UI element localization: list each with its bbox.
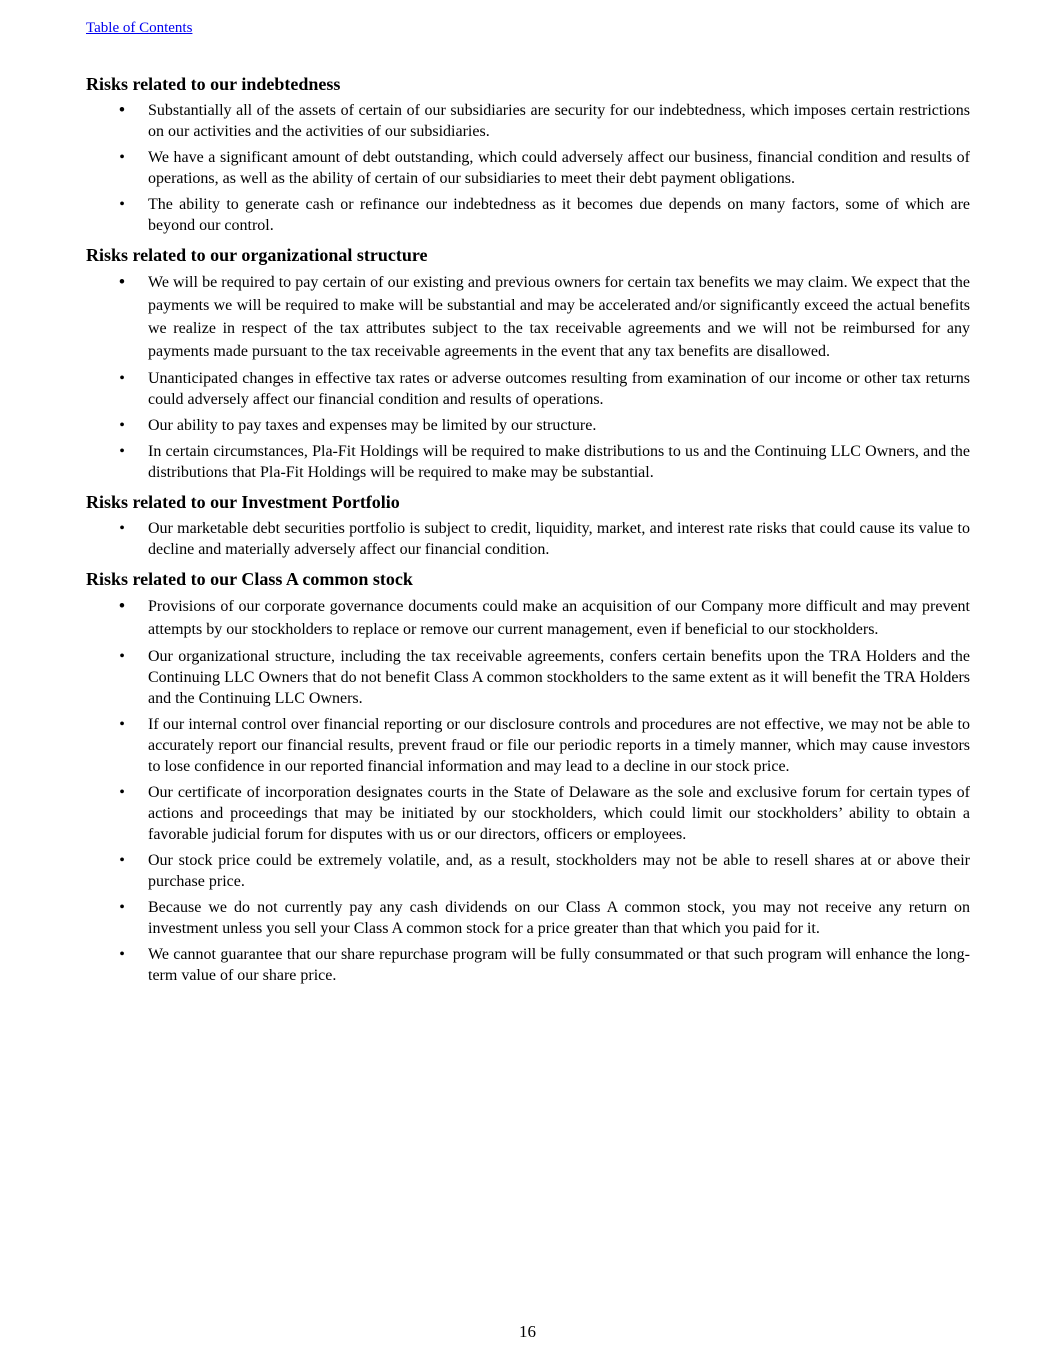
- list-item-text: Our ability to pay taxes and expenses may be limited by our structure.: [148, 417, 597, 434]
- risk-list: [86, 100, 970, 236]
- bullet-icon: •: [119, 784, 125, 801]
- list-item: [86, 441, 970, 483]
- bullet-icon: •: [119, 520, 125, 537]
- list-item-text: Our certificate of incorporation designates courts in the State of Delaware as the sole and exclusive forum for certain types of actions and proceedings that may be initiated by our stockholders, which could limit our stockholders’ ability to obtain a favorable judicial forum for disputes with us or our directors, officers or employees.: [148, 784, 970, 843]
- list-item-text: We cannot guarantee that our share repurchase program will be fully consummated or that such program will enhance the long-term value of our share price.: [148, 946, 970, 984]
- list-item: [86, 271, 970, 363]
- bullet-icon: •: [119, 370, 125, 387]
- bullet-icon: •: [118, 100, 126, 121]
- list-item: [86, 368, 970, 410]
- list-item: [86, 518, 970, 560]
- section-indebtedness: [86, 73, 970, 236]
- list-item: [86, 850, 970, 892]
- list-item: [86, 100, 970, 142]
- bullet-icon: •: [118, 272, 126, 293]
- list-item: [86, 415, 970, 436]
- list-item-text: In certain circumstances, Pla-Fit Holdings will be required to make distributions to us and the Continuing LLC Owners, and the distributions that Pla-Fit Holdings will be required to make may be substantial.: [148, 443, 970, 481]
- section-investment-portfolio: [86, 491, 970, 560]
- list-item: [86, 194, 970, 236]
- page-number: 16: [519, 1322, 536, 1341]
- bullet-icon: •: [119, 899, 125, 916]
- list-item-text: Unanticipated changes in effective tax rates or adverse outcomes resulting from examination of our income or other tax returns could adversely affect our financial condition and results of operations.: [148, 370, 970, 408]
- list-item-text: The ability to generate cash or refinance our indebtedness as it becomes due depends on many factors, some of which are beyond our control.: [148, 196, 970, 234]
- table-of-contents-link[interactable]: Table of Contents: [86, 20, 193, 36]
- bullet-icon: •: [119, 946, 125, 963]
- bullet-icon: •: [119, 196, 125, 213]
- section-organizational-structure: [86, 244, 970, 483]
- list-item-text: Our stock price could be extremely volatile, and, as a result, stockholders may not be able to resell shares at or above their purchase price.: [148, 852, 970, 890]
- bullet-icon: •: [119, 716, 125, 733]
- list-item: [86, 147, 970, 189]
- risk-factors-summary: [86, 73, 970, 994]
- list-item: [86, 714, 970, 777]
- section-heading: Risks related to our Investment Portfolio: [86, 492, 400, 512]
- bullet-icon: •: [119, 648, 125, 665]
- list-item: [86, 944, 970, 986]
- list-item-text: If our internal control over financial reporting or our disclosure controls and procedures are not effective, we may not be able to accurately report our financial results, prevent fraud or file our periodic reports in a timely manner, which may cause investors to lose confidence in our reported financial information and may lead to a decline in our stock price.: [148, 716, 970, 775]
- risk-list: [86, 595, 970, 986]
- bullet-icon: •: [119, 417, 125, 434]
- list-item-text: Substantially all of the assets of certain of our subsidiaries are security for our indebtedness, which imposes certain restrictions on our activities and the activities of our subsidiaries.: [148, 102, 970, 140]
- bullet-icon: •: [119, 149, 125, 166]
- list-item-text: We have a significant amount of debt outstanding, which could adversely affect our business, financial condition and results of operations, as well as the ability of certain of our subsidiaries to meet their debt payment obligations.: [148, 149, 970, 187]
- risk-list: [86, 518, 970, 560]
- section-heading: Risks related to our organizational structure: [86, 245, 428, 265]
- list-item-text: Our marketable debt securities portfolio is subject to credit, liquidity, market, and interest rate risks that could cause its value to decline and materially adversely affect our financial condition.: [148, 520, 970, 558]
- list-item-text: Because we do not currently pay any cash dividends on our Class A common stock, you may not receive any return on investment unless you sell your Class A common stock for a price greater than that which you paid for it.: [148, 899, 970, 937]
- list-item-text: Our organizational structure, including the tax receivable agreements, confers certain benefits upon the TRA Holders and the Continuing LLC Owners that do not benefit Class A common stockholders to the same extent as it will benefit the TRA Holders and the Continuing LLC Owners.: [148, 648, 970, 707]
- section-heading: Risks related to our Class A common stock: [86, 569, 413, 589]
- bullet-icon: •: [119, 443, 125, 460]
- list-item: [86, 897, 970, 939]
- bullet-icon: •: [118, 596, 126, 617]
- section-class-a-common-stock: [86, 568, 970, 986]
- list-item: [86, 595, 970, 641]
- list-item: [86, 646, 970, 709]
- list-item: [86, 782, 970, 845]
- risk-list: [86, 271, 970, 483]
- list-item-text: Provisions of our corporate governance documents could make an acquisition of our Company more difficult and may prevent attempts by our stockholders to replace or remove our current management, even if beneficial to our stockholders.: [148, 598, 970, 638]
- section-heading: Risks related to our indebtedness: [86, 74, 341, 94]
- list-item-text: We will be required to pay certain of our existing and previous owners for certain tax benefits we may claim. We expect that the payments we will be required to make will be substantial and may be accelerated and/or significantly exceed the actual benefits we realize in respect of the tax attributes subject to the tax receivable agreements and we will not be reimbursed for any payments made pursuant to the tax receivable agreements in the event that any tax benefits are disallowed.: [148, 274, 970, 360]
- bullet-icon: •: [119, 852, 125, 869]
